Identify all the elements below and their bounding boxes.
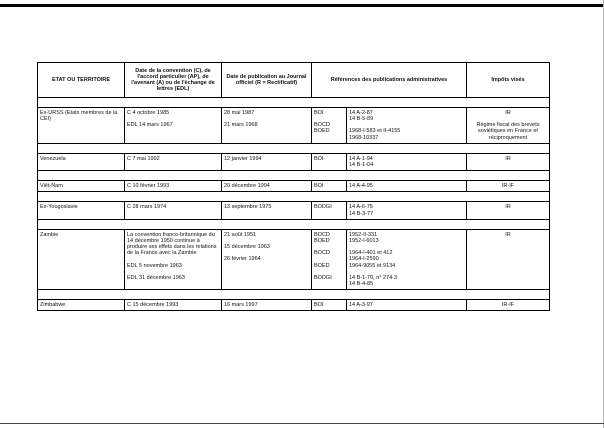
entry-text: C 10 février 1993 bbox=[127, 183, 170, 190]
entry-block bbox=[349, 250, 464, 269]
ref-line: BODGI bbox=[314, 274, 332, 281]
convention-cell bbox=[125, 202, 222, 219]
ref-line: 14 B-1-04 bbox=[349, 162, 374, 169]
entry-block bbox=[469, 156, 547, 162]
ref-line: BOED bbox=[314, 262, 330, 269]
ref-number-cell bbox=[347, 202, 467, 219]
header-territory: ETAT OU TERRITOIRE bbox=[38, 63, 125, 98]
entry-block bbox=[469, 302, 547, 308]
ref-line: 14 A-4-95 bbox=[349, 183, 373, 190]
ref-journal-cell bbox=[312, 202, 347, 219]
ref-line: 14 A-3-97 bbox=[349, 302, 373, 309]
territory-cell: Zimbabwe bbox=[38, 300, 125, 311]
entry-block bbox=[349, 183, 464, 189]
entry-text: IR-IF bbox=[501, 302, 515, 309]
ref-journal-cell bbox=[312, 229, 347, 289]
entry-text: 12 janvier 1994 bbox=[224, 155, 262, 162]
ref-line: 1952-II-331 bbox=[349, 231, 378, 238]
bottom-rule bbox=[0, 423, 604, 424]
publication-cell bbox=[222, 202, 312, 219]
ref-line: 1968-10337 bbox=[349, 134, 379, 141]
entry-block bbox=[127, 302, 219, 308]
ref-line: 14 A-6-75 bbox=[349, 204, 373, 211]
row-gap bbox=[38, 171, 550, 181]
entry-block bbox=[127, 122, 219, 128]
taxes-cell bbox=[467, 202, 550, 219]
entry-text bbox=[469, 244, 547, 250]
taxes-cell bbox=[467, 300, 550, 311]
ref-line: 14 B-3-77 bbox=[349, 210, 374, 217]
entry-block bbox=[469, 122, 547, 141]
ref-journal-cell bbox=[312, 108, 347, 144]
entry-text: EDL 14 mars 1967 bbox=[127, 122, 173, 129]
ref-line: 14 A-2-87 bbox=[349, 110, 373, 116]
convention-cell bbox=[125, 153, 222, 170]
entry-text: 13 septembre 1975 bbox=[224, 204, 272, 211]
table-row bbox=[38, 153, 550, 170]
entry-block bbox=[469, 232, 547, 238]
publication-cell bbox=[222, 300, 312, 311]
table-header-row bbox=[38, 63, 550, 98]
entry-block bbox=[127, 156, 219, 162]
header-publication-date: Date de publication au Journal officiel (R = Rectificatif) bbox=[222, 63, 312, 98]
entry-text: 21 août 1951 bbox=[224, 231, 257, 238]
ref-number-cell bbox=[347, 181, 467, 192]
entry-block bbox=[127, 183, 219, 189]
table-body bbox=[38, 108, 550, 311]
publication-cell bbox=[222, 153, 312, 170]
territory-cell: Ex-Yougoslavie bbox=[38, 202, 125, 219]
ref-line: BOI bbox=[314, 302, 324, 309]
ref-line: BOI bbox=[314, 110, 324, 116]
entry-text: 28 mai 1987 bbox=[224, 110, 255, 116]
entry-text: C 28 mars 1974 bbox=[127, 204, 167, 211]
entry-block bbox=[224, 302, 309, 308]
entry-text: C 15 décembre 1993 bbox=[127, 302, 179, 309]
entry-block bbox=[314, 110, 344, 116]
entry-text: Régime fiscal des brevets soviétiques en France et réciproquement bbox=[476, 122, 540, 141]
taxes-cell bbox=[467, 181, 550, 192]
entry-text bbox=[469, 256, 547, 262]
top-rule bbox=[0, 4, 604, 7]
entry-text: EDL 31 décembre 1963 bbox=[127, 274, 185, 281]
publication-cell bbox=[222, 229, 312, 289]
ref-line: BOCD bbox=[314, 250, 330, 257]
ref-line: 14 B-1-70, n° 274-3 bbox=[349, 274, 398, 281]
entry-block bbox=[314, 302, 344, 308]
entry-text: C 4 octobre 1985 bbox=[127, 110, 170, 116]
entry-block bbox=[127, 110, 219, 116]
entry-block bbox=[469, 256, 547, 262]
entry-block bbox=[349, 110, 464, 122]
convention-cell bbox=[125, 229, 222, 289]
row-gap bbox=[38, 143, 550, 153]
ref-number-cell bbox=[347, 108, 467, 144]
taxes-cell bbox=[467, 153, 550, 170]
entry-text: IR-IF bbox=[501, 183, 515, 190]
entry-text: 20 décembre 1994 bbox=[224, 183, 270, 190]
entry-block bbox=[224, 110, 309, 116]
entry-block bbox=[349, 232, 464, 244]
entry-block bbox=[314, 232, 344, 244]
territory-cell: Zambie bbox=[38, 229, 125, 289]
entry-block bbox=[127, 263, 219, 269]
table-row bbox=[38, 229, 550, 289]
table-row bbox=[38, 300, 550, 311]
convention-cell bbox=[125, 108, 222, 144]
ref-line: BOED bbox=[314, 238, 330, 245]
header-gap bbox=[38, 98, 550, 108]
table-row bbox=[38, 202, 550, 219]
ref-line: BOED bbox=[314, 128, 330, 135]
entry-block bbox=[224, 244, 309, 250]
ref-line: BOI bbox=[314, 155, 324, 162]
entry-text: La convention franco-britannique du 14 décembre 1950 continue à produire ses effets dans les relations de la France avec la Zambie bbox=[127, 231, 217, 257]
ref-journal-cell bbox=[312, 181, 347, 192]
ref-line: BOCD bbox=[314, 122, 330, 129]
entry-block bbox=[314, 275, 344, 281]
publication-cell bbox=[222, 108, 312, 144]
entry-block bbox=[224, 232, 309, 238]
entry-block bbox=[127, 232, 219, 257]
entry-block bbox=[349, 128, 464, 140]
entry-block bbox=[127, 275, 219, 281]
entry-block bbox=[314, 250, 344, 269]
entry-text: 16 mars 1997 bbox=[224, 302, 258, 309]
entry-block bbox=[349, 275, 464, 287]
entry-block bbox=[469, 110, 547, 116]
entry-text: 26 février 1964 bbox=[224, 256, 261, 263]
header-convention-date: Date de la convention (C), de l'accord particulier (AP), de l'avenant (A) ou de l'échange de lettres (EDL) bbox=[125, 63, 222, 98]
ref-line: BOI bbox=[314, 183, 324, 190]
ref-line: 1968-I-583 et II-4155 bbox=[349, 128, 401, 135]
entry-text: 15 décembre 1963 bbox=[224, 244, 270, 251]
ref-journal-cell bbox=[312, 153, 347, 170]
entry-text: 21 mars 1968 bbox=[224, 122, 258, 129]
entry-block bbox=[349, 156, 464, 168]
ref-number-cell bbox=[347, 153, 467, 170]
entry-block bbox=[349, 204, 464, 216]
entry-block bbox=[469, 204, 547, 210]
territory-cell: Viêt-Nam bbox=[38, 181, 125, 192]
entry-block bbox=[349, 302, 464, 308]
convention-cell bbox=[125, 181, 222, 192]
entry-block bbox=[469, 183, 547, 189]
ref-number-cell bbox=[347, 229, 467, 289]
entry-block bbox=[314, 122, 344, 134]
entry-block bbox=[314, 204, 344, 210]
territory-cell: Venezuela bbox=[38, 153, 125, 170]
ref-line: 14 B-4-85 bbox=[349, 281, 374, 288]
entry-block bbox=[314, 183, 344, 189]
conventions-table bbox=[37, 62, 550, 311]
entry-block bbox=[469, 244, 547, 250]
taxes-cell bbox=[467, 108, 550, 144]
ref-line: 14 A-1-94 bbox=[349, 155, 373, 162]
ref-line: 1964-I-401 et 412 bbox=[349, 250, 393, 257]
entry-text: C 7 mai 1992 bbox=[127, 155, 160, 162]
row-gap bbox=[38, 192, 550, 202]
entry-block bbox=[224, 156, 309, 162]
header-references: Références des publications administratives bbox=[312, 63, 467, 98]
ref-line: 14 B-5-89 bbox=[349, 116, 374, 123]
publication-cell bbox=[222, 181, 312, 192]
territory-cell: Ex-URSS (Etats membres de la CEI) bbox=[38, 108, 125, 144]
ref-number-cell bbox=[347, 300, 467, 311]
ref-journal-cell bbox=[312, 300, 347, 311]
ref-line: 1964-9055 et 9134 bbox=[349, 262, 396, 269]
entry-block bbox=[224, 256, 309, 262]
entry-block bbox=[224, 183, 309, 189]
entry-text: EDL 5 novembre 1963 bbox=[127, 262, 182, 269]
table-row bbox=[38, 181, 550, 192]
table-row bbox=[38, 108, 550, 144]
entry-text: IR bbox=[505, 204, 511, 211]
entry-block bbox=[224, 122, 309, 128]
entry-block bbox=[314, 156, 344, 162]
ref-line: BODGI bbox=[314, 204, 332, 211]
ref-line: BOCD bbox=[314, 231, 330, 238]
ref-line: 1964-I-2590 bbox=[349, 256, 379, 263]
row-gap bbox=[38, 290, 550, 300]
row-gap bbox=[38, 219, 550, 229]
entry-block bbox=[224, 204, 309, 210]
entry-block bbox=[127, 204, 219, 210]
taxes-cell bbox=[467, 229, 550, 289]
entry-text: IR bbox=[505, 231, 511, 238]
convention-cell bbox=[125, 300, 222, 311]
entry-text: IR bbox=[505, 155, 511, 162]
ref-line: 1952-I-6013 bbox=[349, 238, 379, 245]
header-taxes: Impôts visés bbox=[467, 63, 550, 98]
entry-text: IR bbox=[505, 110, 511, 116]
